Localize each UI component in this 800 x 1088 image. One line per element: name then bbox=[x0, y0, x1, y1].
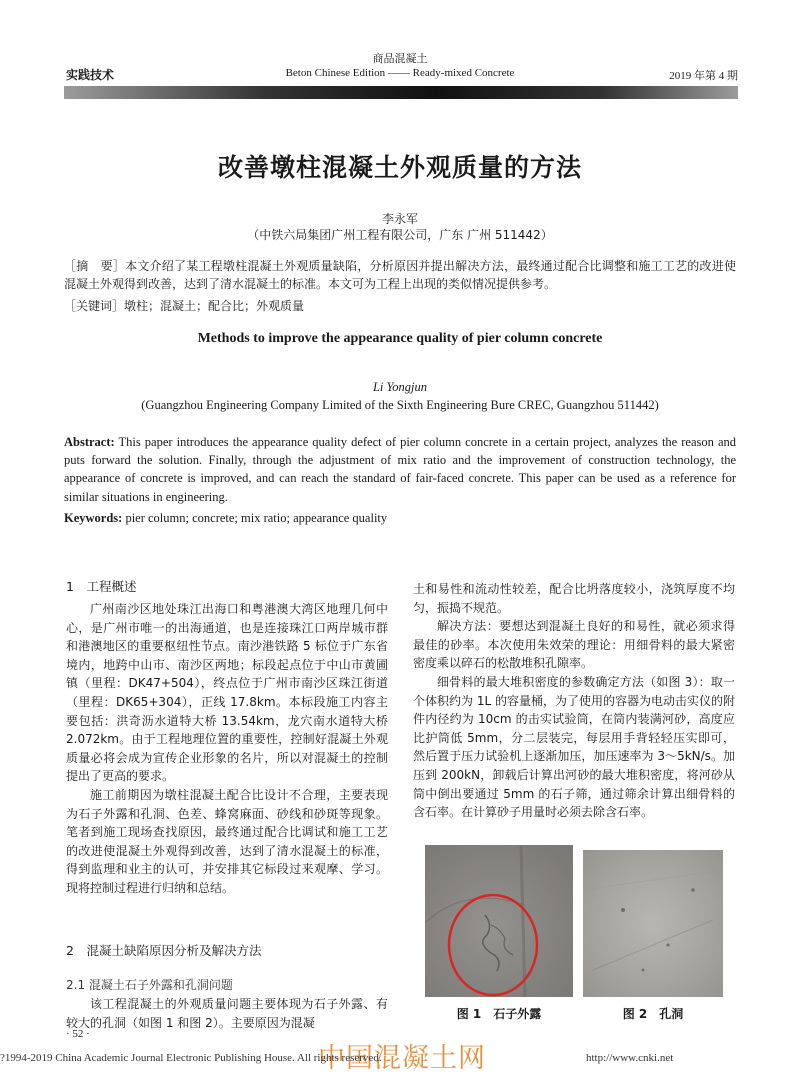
section-1-heading bbox=[66, 578, 388, 597]
keywords-en-label: Keywords: bbox=[64, 511, 123, 525]
void-photo bbox=[583, 850, 723, 997]
abstract-cn-text: 本文介绍了某工程墩柱混凝土外观质量缺陷，分析原因并提出解决方法，最终通过配合比调整和施工工艺的改进使混凝土外观得到改善，达到了清水混凝土的标准。本文可为工程上出现的类似情况提供参考。 bbox=[64, 259, 736, 291]
keywords-cn-label: ［关键词］ bbox=[64, 299, 125, 313]
figure-2-photo bbox=[583, 850, 723, 997]
exposed-aggregate-photo bbox=[425, 845, 573, 997]
paper-title-en: Methods to improve the appearance quality of pier column concrete bbox=[197, 331, 603, 346]
abstract-en-text: This paper introduces the appearance quality defect of pier column concrete in a certain project, analyzes the reason and puts forward the solution. Finally, through the adjustment of mix ratio and the improvement of construction technology, the appearance of concrete is improved, and can reach the standard of fair-faced concrete. This paper can be used as a reference for similar situations in engineering. bbox=[64, 435, 736, 504]
section-1-paragraph-1: 广州南沙区地处珠江出海口和粤港澳大湾区地理几何中心，是广州市唯一的出海通道，也是连接珠江口两岸城市群和港澳地区的重要枢纽性节点。南沙港铁路 5 标位于广东省境内，地跨中山市、南沙区两地；标段起点位于中山市黄圃镇（里程：DK47+504），终点位于广州市南沙区珠江街道（里程：DK65+304），正线 17.8km。本标段施工内容主要包括：洪奇沥水道特大桥 13.54km，龙穴南水道特大桥 2.072km。由于工程地理位置的重要性，控制好混凝土外观质量必将会成为宣传企业形象的名片，所以对混凝土的控制提出了更高的要求。 bbox=[66, 602, 388, 784]
section-2-1-heading bbox=[66, 976, 388, 995]
abstract-en-label: Abstract: bbox=[64, 435, 115, 449]
keywords-cn-text: 墩柱；混凝土；配合比；外观质量 bbox=[124, 299, 305, 313]
section-label: 实践技术 bbox=[66, 68, 115, 82]
issue-label: 2019 年第 4 期 bbox=[669, 70, 738, 82]
journal-name-cn: 商品混凝土 bbox=[372, 52, 428, 65]
page-number: · 52 · bbox=[66, 1028, 90, 1040]
right-paragraph-1: 土和易性和流动性较差，配合比坍落度较小，浇筑厚度不均匀，振捣不规范。 bbox=[413, 582, 735, 615]
figure-1-caption: 图 1 石子外露 bbox=[456, 1007, 542, 1021]
keywords-en-text: pier column; concrete; mix ratio; appearance quality bbox=[122, 511, 388, 525]
section-2-1-body bbox=[66, 995, 388, 1032]
journal-name-en: Beton Chinese Edition —— Ready-mixed Concrete bbox=[285, 67, 515, 79]
section-1-title: 1 工程概述 bbox=[66, 579, 137, 594]
section-2-1-title: 2.1 混凝土石子外露和孔洞问题 bbox=[66, 978, 233, 992]
affiliation: （中铁六局集团广州工程有限公司，广东 广州 511442） bbox=[247, 228, 553, 242]
watermark-logo: 中国混凝土网 bbox=[318, 1043, 486, 1074]
author: 李永军 bbox=[381, 212, 418, 226]
section-2-1-paragraph-1: 该工程混凝土的外观质量问题主要体现为石子外露、有较大的孔洞（如图 1 和图 2）。主要原因为混凝 bbox=[66, 997, 388, 1030]
right-paragraph-3: 细骨料的最大堆积密度的参数确定方法（如图 3）：取一个体积约为 1L 的容量桶，为了使用的容器为电动击实仪的附件内径约为 10cm 的击实试验筒，在筒内装满河砂，高度应比护筒低 5mm，分二层装完，每层用手背轻轻压实即可，然后置于压力试验机上逐渐加压，加压速率为 3～5kN/s。加压到 200kN，卸载后计算出河砂的最大堆积密度，将河砂从筒中倒出要通过 5mm 的石子筛，通过筛余计算出细骨料的含石率。在计算砂子用量时必须去除含石率。 bbox=[413, 674, 735, 820]
section-1-body bbox=[66, 600, 388, 898]
keywords-en bbox=[64, 509, 736, 527]
section-2-heading bbox=[66, 942, 388, 961]
footer-url[interactable]: http://www.cnki.net bbox=[586, 1052, 674, 1064]
right-paragraph-2: 解决方法：要想达到混凝土良好的和易性，就必须求得最佳的砂率。本次使用朱效荣的理论：用细骨料的最大紧密密度乘以碎石的松散堆积孔隙率。 bbox=[413, 619, 735, 671]
abstract-cn-label: ［摘 要］ bbox=[64, 259, 126, 273]
section-2-title: 2 混凝土缺陷原因分析及解决方法 bbox=[66, 943, 262, 958]
copyright-footer: ?1994-2019 China Academic Journal Electronic Publishing House. All rights reserved. bbox=[0, 1052, 382, 1064]
abstract-en bbox=[64, 433, 736, 506]
figure-2-caption: 图 2 孔洞 bbox=[622, 1007, 684, 1021]
figure-1-photo bbox=[425, 845, 573, 997]
abstract-cn bbox=[64, 257, 736, 293]
header-rule bbox=[64, 86, 738, 99]
keywords-cn bbox=[64, 297, 736, 315]
paper-title: 改善墩柱混凝土外观质量的方法 bbox=[217, 153, 582, 182]
right-column-body bbox=[413, 580, 735, 822]
author-en: Li Yongjun bbox=[372, 380, 428, 394]
affiliation-en: (Guangzhou Engineering Company Limited of the Sixth Engineering Bure CREC, Guangzhou 511442) bbox=[141, 398, 659, 412]
section-1-paragraph-2: 施工前期因为墩柱混凝土配合比设计不合理，主要表现为石子外露和孔洞、色差、蜂窝麻面、砂线和砂斑等现象。笔者到施工现场查找原因，最终通过配合比调试和施工工艺的改进使混凝土外观得到改善，达到了清水混凝土的标准，得到监理和业主的认可，并安排其它标段过来观摩、学习。现将控制过程进行归纳和总结。 bbox=[66, 787, 388, 895]
